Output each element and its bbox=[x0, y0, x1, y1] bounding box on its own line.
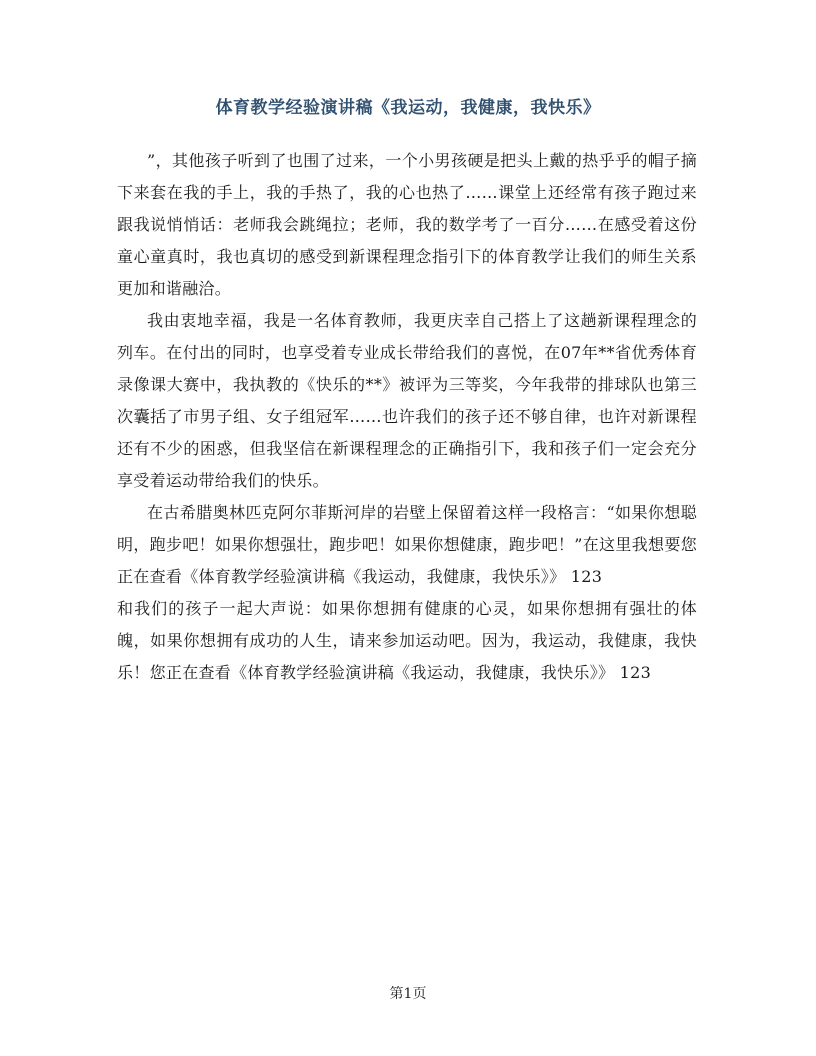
document-body bbox=[117, 145, 697, 689]
paragraph-1: ”，其他孩子听到了也围了过来，一个小男孩硬是把头上戴的热乎乎的帽子摘下来套在我的手上，我的手热了，我的心也热了……课堂上还经常有孩子跑过来跟我说悄悄话：老师我会跳绳拉；老师，我的数学考了一百分……在感受着这份童心童真时，我也真切的感受到新课程理念指引下的体育教学让我们的师生关系更加和谐融洽。 bbox=[117, 151, 697, 298]
paragraph-2: 我由衷地幸福，我是一名体育教师，我更庆幸自己搭上了这趟新课程理念的列车。在付出的同时，也享受着专业成长带给我们的喜悦，在07年**省优秀体育录像课大赛中，我执教的《快乐的**》被评为三等奖，今年我带的排球队也第三次囊括了市男子组、女子组冠军……也许我们的孩子还不够自律，也许对新课程还有不少的困惑，但我坚信在新课程理念的正确指引下，我和孩子们一定会充分享受着运动带给我们的快乐。 bbox=[117, 311, 697, 490]
paragraph-4: 和我们的孩子一起大声说：如果你想拥有健康的心灵，如果你想拥有强壮的体魄，如果你想拥有成功的人生，请来参加运动吧。因为，我运动，我健康，我快乐！您正在查看《体育教学经验演讲稿《我运动，我健康，我快乐》》 123 bbox=[117, 599, 697, 682]
paragraph-3: 在古希腊奥林匹克阿尔菲斯河岸的岩壁上保留着这样一段格言：“如果你想聪明，跑步吧！如果你想强壮，跑步吧！如果你想健康，跑步吧！”在这里我想要您正在查看《体育教学经验演讲稿《我运动，我健康，我快乐》》 123 bbox=[117, 503, 697, 586]
document-title: 体育教学经验演讲稿《我运动，我健康，我快乐》 bbox=[215, 98, 601, 118]
page-number: 第1页 bbox=[389, 986, 427, 1002]
